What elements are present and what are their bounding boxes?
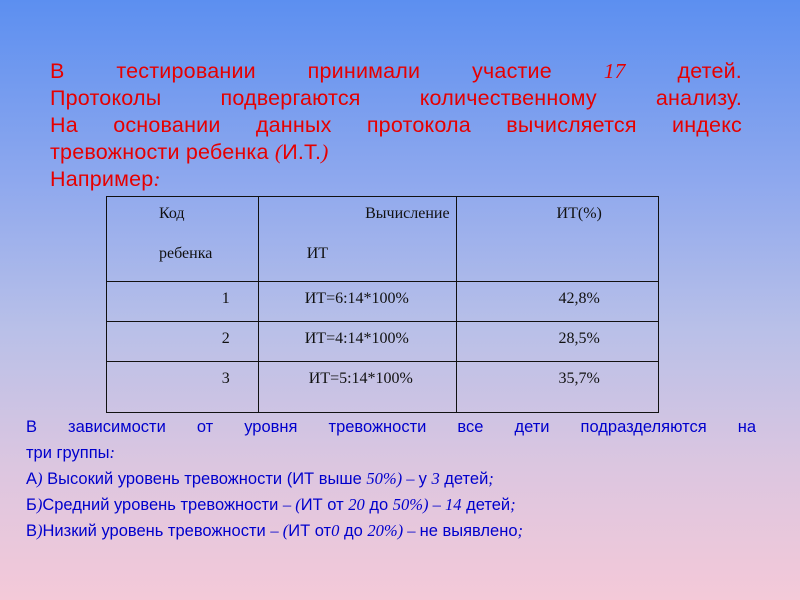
table-header-row (107, 197, 659, 282)
groups-intro-line1: В зависимости от уровня тревожности все дети подразделяются на (26, 418, 756, 436)
group-a-letter: А (26, 470, 38, 488)
intro-line-5 (50, 166, 742, 193)
header-code-line1: Код (159, 205, 185, 222)
group-b-dash: – ( (282, 495, 301, 514)
intro-line-1 (50, 58, 742, 85)
group-a-count: 3 (431, 469, 440, 488)
group-c-mid: ИТ от (288, 522, 332, 540)
group-c-pct: 20%) – (367, 521, 420, 540)
index-abbr: И.Т. (282, 140, 322, 164)
group-a-pct: 50%) – (366, 469, 419, 488)
group-c-low: 0 (331, 521, 340, 540)
intro-line-3: На основании данных протокола вычисляется индекс (50, 113, 742, 137)
group-a-mid: у (418, 470, 432, 488)
header-code-line2: ребенка (159, 245, 213, 262)
group-a-semicolon: ; (488, 469, 494, 488)
header-calc (258, 197, 456, 282)
group-b-semicolon: ; (510, 495, 516, 514)
cell-calc (258, 322, 456, 362)
group-a-end: детей (439, 470, 489, 488)
children-count: 17 (603, 59, 626, 83)
group-b-low: 20 (348, 495, 365, 514)
cell-value-text: 28,5% (558, 330, 600, 347)
intro-text (50, 58, 742, 193)
cell-value (456, 322, 658, 362)
intro-line-4-text: тревожности ребенка (50, 140, 275, 164)
paren-open: ( (274, 140, 283, 164)
header-calc-line2: ИТ (306, 245, 329, 262)
cell-calc (258, 362, 456, 413)
group-c (26, 518, 756, 544)
group-c-mid2: до (339, 522, 368, 540)
table-row (107, 282, 659, 322)
cell-code-text: 1 (221, 290, 230, 307)
group-b-mid2: до (364, 496, 393, 514)
group-a-text: Высокий уровень тревожности (ИТ выше (42, 470, 367, 488)
intro-line-1-text: В тестировании принимали участие (50, 59, 604, 83)
header-calc-line1: Вычисление (365, 205, 450, 222)
intro-line-1-end: детей. (625, 59, 742, 83)
table-row (107, 362, 659, 413)
group-c-text: Низкий уровень тревожности (42, 522, 271, 540)
header-value-text: ИТ(%) (556, 205, 602, 222)
groups-text (26, 414, 756, 544)
header-code (107, 197, 259, 282)
cell-value-text: 35,7% (558, 370, 600, 387)
groups-intro-line2 (26, 440, 756, 466)
groups-intro-line2-text: три группы (26, 444, 110, 462)
group-c-end: не выявлено (419, 522, 518, 540)
group-b-end: детей (461, 496, 511, 514)
paren-close: ) (321, 140, 329, 164)
group-b-paren: ) (36, 495, 43, 514)
groups-intro-colon: : (109, 443, 116, 462)
cell-value (456, 282, 658, 322)
group-b-letter: Б (26, 496, 37, 514)
header-value (456, 197, 658, 282)
intro-line-4 (50, 139, 742, 166)
cell-value-text: 42,8% (558, 290, 600, 307)
cell-calc-text: ИТ=6:14*100% (304, 290, 409, 307)
group-c-semicolon: ; (517, 521, 524, 540)
group-b (26, 492, 756, 518)
cell-calc-text: ИТ=5:14*100% (308, 370, 413, 387)
group-a-paren: ) (37, 469, 43, 488)
example-label: Например (50, 167, 154, 191)
cell-code-text: 3 (221, 370, 230, 387)
group-b-text: Средний уровень тревожности (42, 496, 283, 514)
cell-code (107, 362, 259, 413)
cell-calc-text: ИТ=4:14*100% (304, 330, 409, 347)
cell-code (107, 282, 259, 322)
table-row (107, 322, 659, 362)
intro-line-2: Протоколы подвергаются количественному анализу. (50, 86, 742, 110)
index-table (106, 196, 659, 413)
group-b-pct: 50%) – 14 (392, 495, 462, 514)
group-a (26, 466, 756, 492)
example-colon: : (153, 167, 161, 191)
cell-value (456, 362, 658, 413)
cell-calc (258, 282, 456, 322)
group-b-mid: ИТ от (300, 496, 349, 514)
cell-code-text: 2 (221, 330, 230, 347)
group-c-paren: ) (37, 521, 43, 540)
group-c-letter: В (26, 522, 38, 540)
group-c-dash: – ( (270, 521, 289, 540)
cell-code (107, 322, 259, 362)
